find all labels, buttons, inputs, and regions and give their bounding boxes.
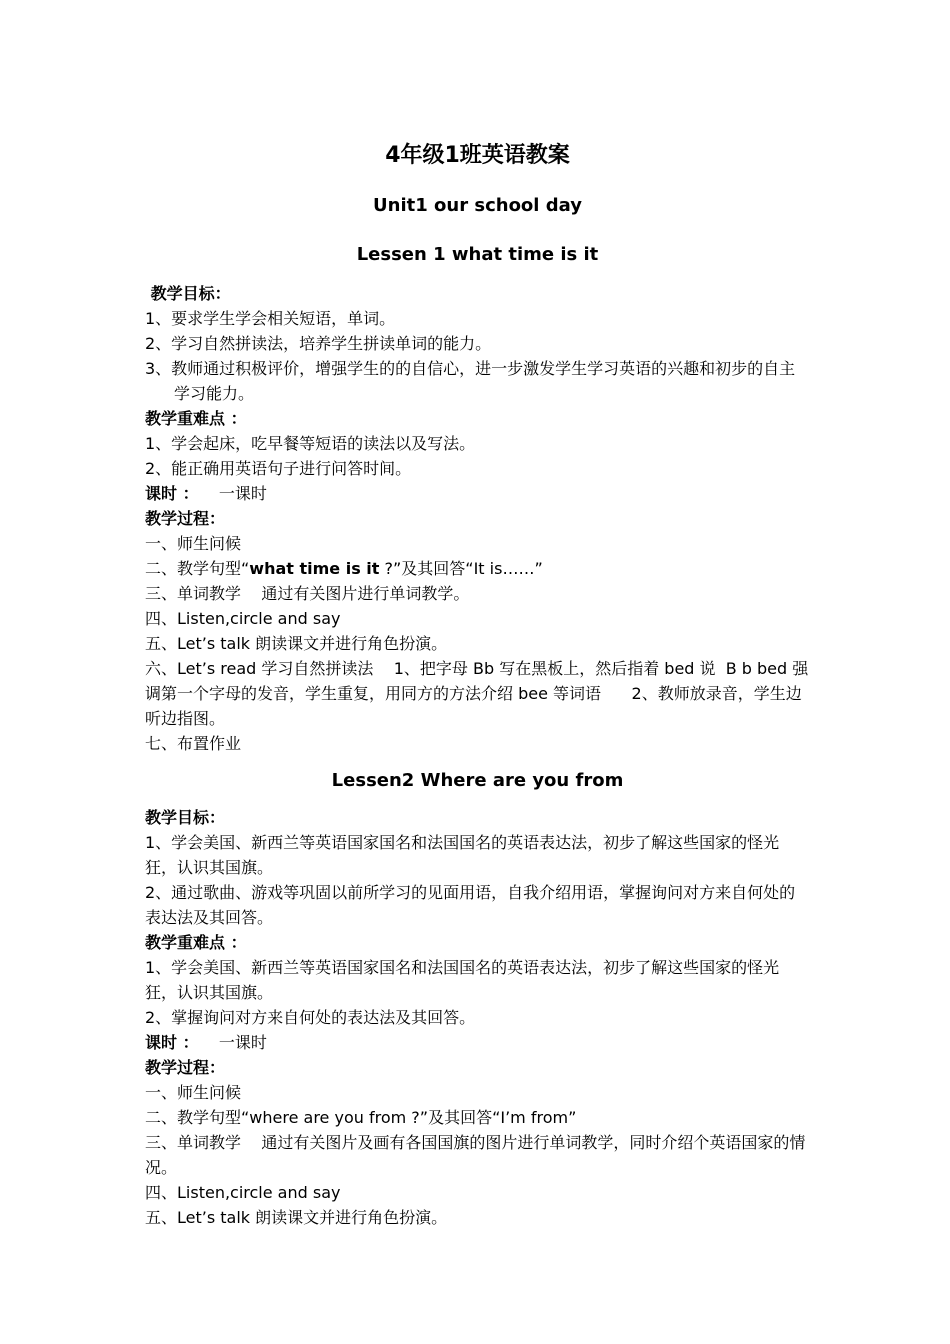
document-title: 4年级1班英语教案	[385, 143, 570, 168]
lesson2-step-3: 三、单词教学 通过有关图片及画有各国国旗的图片进行单词教学，同时介绍个英语国家的情况。	[145, 1133, 806, 1177]
lesson2-process-heading: 教学过程：	[145, 1058, 226, 1077]
lesson1-step-6: 六、Let’s read 学习自然拼读法 1、把字母 Bb 写在黑板上，然后指着 bed 说 B b bed 强调第一个字母的发音，学生重复，用同方的方法介绍 bee 等词语 2、教师放录音，学生边听边指图。	[145, 659, 809, 728]
lesson2-goal-2: 2、通过歌曲、游戏等巩固以前所学习的见面用语，自我介绍用语，掌握询问对方来自何处的表达法及其回答。	[145, 883, 796, 927]
lesson2-hours	[145, 1030, 810, 1055]
document-body	[145, 130, 810, 1230]
lesson1-title: Lessen 1 what time is it	[356, 244, 599, 265]
lesson1-hours	[145, 481, 810, 506]
lesson1-step-1: 一、师生问候	[145, 534, 242, 553]
lesson2-hours-label: 课时 ：	[145, 1033, 199, 1052]
lesson1-goal-1: 1、要求学生学会相关短语，单词。	[145, 309, 396, 328]
lesson1-key-1: 1、学会起床，吃早餐等短语的读法以及写法。	[145, 434, 476, 453]
lesson1-hours-value: 一课时	[198, 484, 267, 503]
lesson1-step-7: 七、布置作业	[145, 734, 242, 753]
lesson2-step-4: 四、Listen,circle and say	[145, 1183, 341, 1202]
lesson2-step-2: 二、教学句型“where are you from ?”及其回答“I’m from”	[145, 1108, 577, 1127]
lesson1-step-2-pre: 二、教学句型“	[145, 559, 250, 578]
lesson1-goal-2: 2、学习自然拼读法，培养学生拼读单词的能力。	[145, 334, 492, 353]
lesson2-goals-heading: 教学目标：	[145, 808, 226, 827]
lesson1-goals-heading: 教学目标：	[145, 284, 231, 303]
lesson2-hours-value: 一课时	[198, 1033, 267, 1052]
lesson2-goal-1: 1、学会美国、新西兰等英语国家国名和法国国名的英语表达法，初步了解这些国家的怪光狂，认识其国旗。	[145, 833, 780, 877]
lesson1-process-heading: 教学过程：	[145, 509, 226, 528]
lesson2-step-5: 五、Let’s talk 朗读课文并进行角色扮演。	[145, 1208, 448, 1227]
lesson1-key-heading: 教学重难点 ：	[145, 409, 247, 428]
lesson1-goal-3: 3、教师通过积极评价，增强学生的的自信心，进一步激发学生学习英语的兴趣和初步的自主学习能力。	[145, 359, 796, 403]
lesson2-key-1: 1、学会美国、新西兰等英语国家国名和法国国名的英语表达法，初步了解这些国家的怪光狂，认识其国旗。	[145, 958, 780, 1002]
lesson1-step-3: 三、单词教学 通过有关图片进行单词教学。	[145, 584, 470, 603]
lesson1-step-2	[145, 556, 810, 581]
lesson1-step-4: 四、Listen,circle and say	[145, 609, 341, 628]
lesson1-step-2-post: ?”及其回答“It is……”	[379, 559, 543, 578]
lesson1-hours-label: 课时 ：	[145, 484, 199, 503]
lesson1-key-2: 2、能正确用英语句子进行问答时间。	[145, 459, 412, 478]
lesson1-step-5: 五、Let’s talk 朗读课文并进行角色扮演。	[145, 634, 448, 653]
lesson2-key-heading: 教学重难点 ：	[145, 933, 247, 952]
lesson2-step-1: 一、师生问候	[145, 1083, 242, 1102]
lesson1-step-2-bold: what time is it	[249, 559, 380, 578]
unit-title: Unit1 our school day	[373, 195, 582, 216]
lesson2-title: Lessen2 Where are you from	[331, 770, 624, 791]
lesson2-key-2: 2、掌握询问对方来自何处的表达法及其回答。	[145, 1008, 476, 1027]
